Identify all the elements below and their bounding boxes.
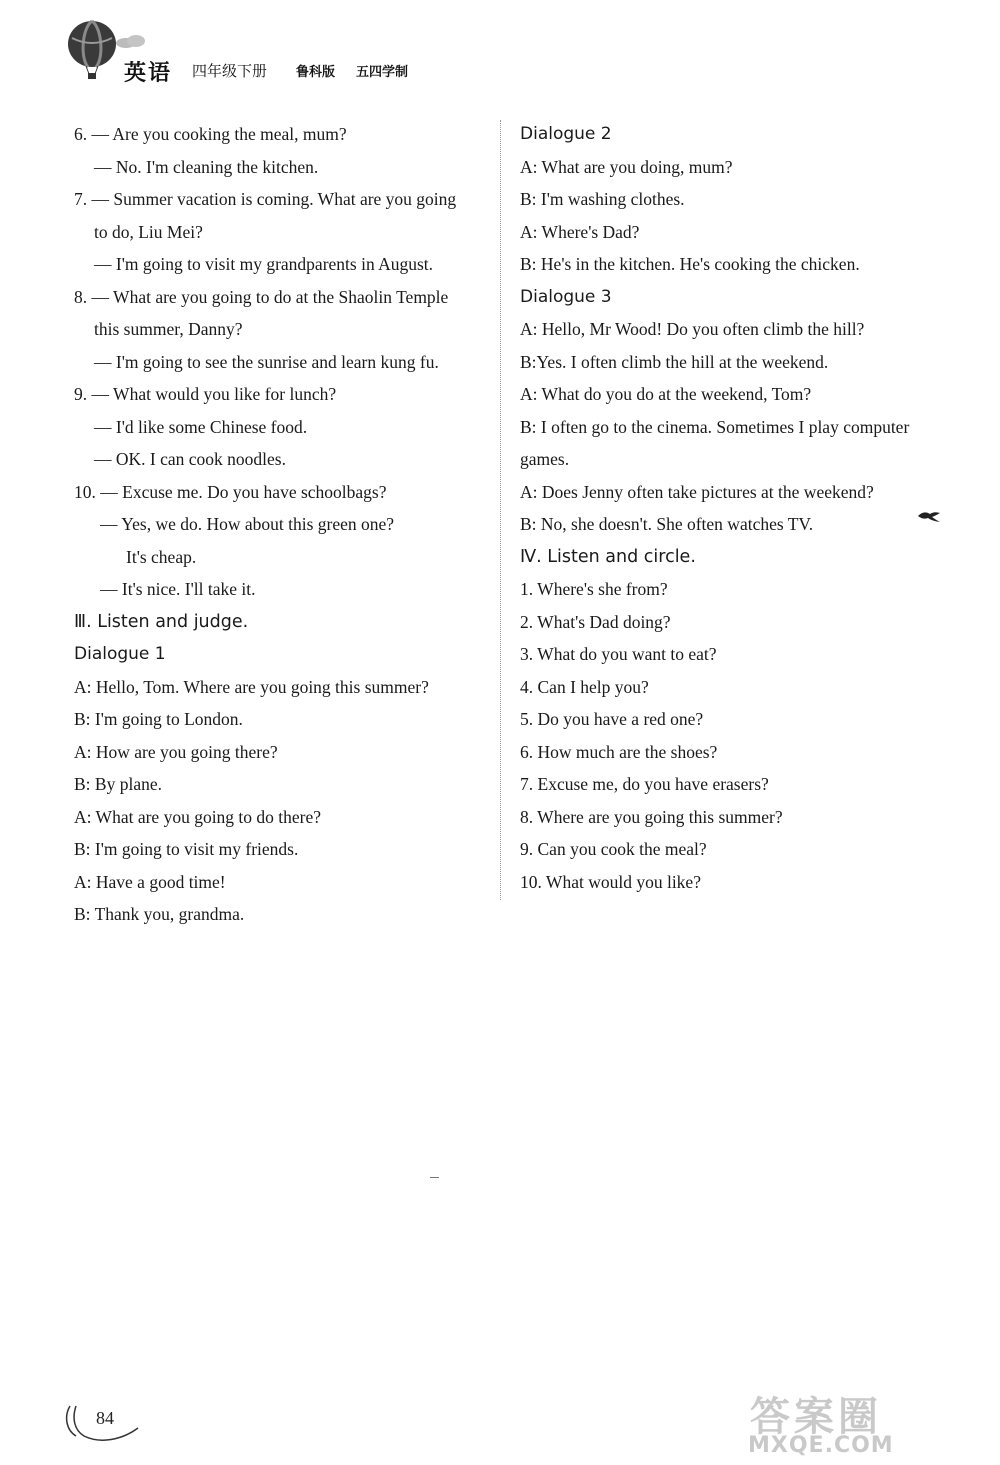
question-8-line-2: this summer, Danny? <box>94 319 243 339</box>
dialogue-2-line: A: Where's Dad? <box>520 221 640 242</box>
section-3-title: Ⅲ. Listen and judge. <box>74 611 249 632</box>
dialogue-2-line: A: What are you doing, mum? <box>520 156 733 177</box>
section-4-title: Ⅳ. Listen and circle. <box>520 546 696 567</box>
dialogue-3-line: A: What do you do at the weekend, Tom? <box>520 384 812 404</box>
question-9-line-3: — OK. I can cook noodles. <box>94 449 286 469</box>
question-10-line-4: — It's nice. I'll take it. <box>100 579 256 599</box>
page-number: 84 <box>96 1408 114 1428</box>
section-4-item: 9. Can you cook the meal? <box>520 839 707 859</box>
watermark <box>736 1385 986 1461</box>
dialogue-1-line: B: By plane. <box>74 774 162 794</box>
watermark-url: MXQE.COM <box>748 1433 894 1458</box>
section-4-item: 5. Do you have a red one? <box>520 709 704 729</box>
bird-icon <box>916 508 942 524</box>
dialogue-1-line: A: What are you going to do there? <box>74 806 322 827</box>
dialogue-2-line: B: He's in the kitchen. He's cooking the chicken. <box>520 254 860 274</box>
dialogue-3-line: B: I often go to the cinema. Sometimes I play computer <box>520 416 910 437</box>
question-10-line-1: 10. — Excuse me. Do you have schoolbags? <box>74 481 387 502</box>
dialogue-3-line: B:Yes. I often climb the hill at the weekend. <box>520 351 829 372</box>
dialogue-3-line: A: Hello, Mr Wood! Do you often climb the hill? <box>520 319 865 339</box>
question-7-line-3: — I'm going to visit my grandparents in August. <box>94 254 434 274</box>
dialogue-1-line: A: Have a good time! <box>74 871 226 892</box>
left-column <box>74 118 494 931</box>
dialogue-1-line: B: Thank you, grandma. <box>74 904 245 924</box>
dialogue-2-line: B: I'm washing clothes. <box>520 189 685 209</box>
question-6-line-2: — No. I'm cleaning the kitchen. <box>94 156 319 177</box>
dialogue-3-line: B: No, she doesn't. She often watches TV. <box>520 514 814 534</box>
question-9-line-2: — I'd like some Chinese food. <box>94 416 308 437</box>
hot-air-balloon-icon <box>62 18 128 84</box>
section-4-item: 6. How much are the shoes? <box>520 741 718 762</box>
section-4-item: 2. What's Dad doing? <box>520 611 671 632</box>
grade-label: 四年级下册 <box>192 62 268 80</box>
page-number-area <box>60 1400 150 1446</box>
question-7-line-2: to do, Liu Mei? <box>94 221 203 242</box>
cloud-icon <box>114 34 148 48</box>
edition-label: 鲁科版 <box>296 65 336 80</box>
section-4-item: 4. Can I help you? <box>520 676 649 697</box>
question-7-line-1: 7. — Summer vacation is coming. What are you going <box>74 189 457 209</box>
question-8-line-3: — I'm going to see the sunrise and learn kung fu. <box>94 351 439 372</box>
section-4-item: 10. What would you like? <box>520 871 701 892</box>
dialogue-1-title: Dialogue 1 <box>74 644 166 664</box>
question-9-line-1: 9. — What would you like for lunch? <box>74 384 337 404</box>
dialogue-2-title: Dialogue 2 <box>520 124 612 144</box>
question-10-line-3: It's cheap. <box>126 546 197 567</box>
dialogue-1-line: B: I'm going to visit my friends. <box>74 839 299 859</box>
divider-mark <box>430 1177 439 1178</box>
question-8-line-1: 8. — What are you going to do at the Shaolin Temple <box>74 286 449 307</box>
dialogue-1-line: A: Hello, Tom. Where are you going this summer? <box>74 676 429 697</box>
section-4-item: 7. Excuse me, do you have erasers? <box>520 774 769 794</box>
dialogue-3-line: A: Does Jenny often take pictures at the weekend? <box>520 481 874 502</box>
subject-title: 英语 <box>124 61 173 86</box>
dialogue-3-title: Dialogue 3 <box>520 286 612 307</box>
dialogue-1-line: A: How are you going there? <box>74 741 278 762</box>
page-header <box>0 0 1000 100</box>
question-10-line-2: — Yes, we do. How about this green one? <box>100 514 395 534</box>
section-4-item: 3. What do you want to eat? <box>520 644 717 664</box>
section-4-item: 8. Where are you going this summer? <box>520 806 783 827</box>
school-system-label: 五四学制 <box>356 65 409 80</box>
dialogue-1-line: B: I'm going to London. <box>74 709 243 729</box>
column-divider <box>500 120 501 900</box>
question-6-line-1: 6. — Are you cooking the meal, mum? <box>74 124 347 144</box>
right-column <box>520 118 940 898</box>
dialogue-3-line: games. <box>520 449 570 469</box>
watermark-logo-text: 答案圈 <box>750 1394 882 1440</box>
section-4-item: 1. Where's she from? <box>520 579 668 599</box>
